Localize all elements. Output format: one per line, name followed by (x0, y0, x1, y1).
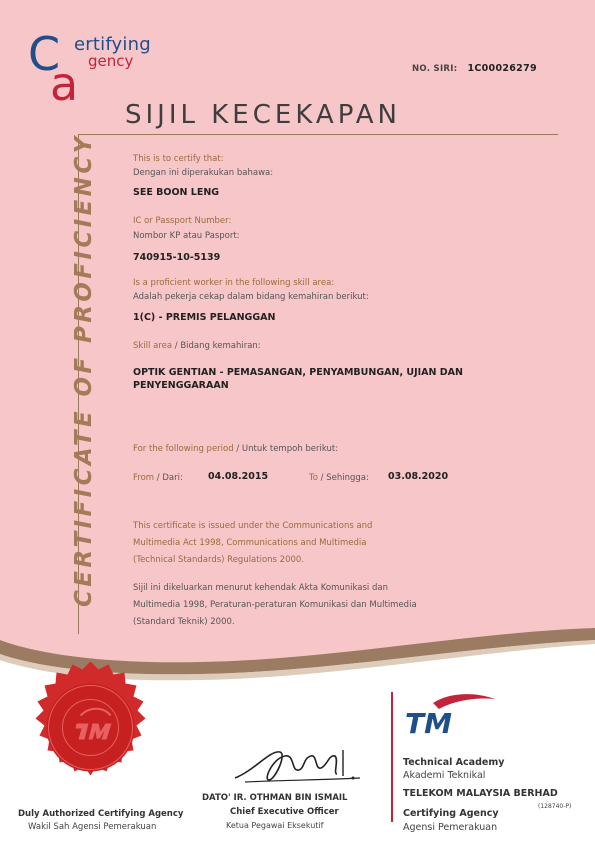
to-label-en: To (309, 473, 318, 483)
ic-label-en: IC or Passport Number: (133, 216, 232, 226)
ic-label-ms: Nombor KP atau Pasport: (133, 231, 240, 241)
logo-a-letter: a (50, 57, 79, 104)
footer-right-line1: Technical Academy (403, 757, 505, 768)
certify-label-ms: Dengan ini diperakukan bahawa: (133, 168, 274, 178)
footer-right-line4: Certifying Agency (403, 808, 499, 819)
statement-en-line3: (Technical Standards) Regulations 2000. (133, 555, 305, 565)
logo-c-letter: C (28, 28, 61, 81)
to-date: 03.08.2020 (388, 471, 449, 482)
signatory-title-ms: Ketua Pegawai Eksekutif (226, 821, 324, 830)
tm-logo-icon (403, 693, 498, 738)
statement-ms-line3: (Standard Teknik) 2000. (133, 617, 235, 627)
footer-right-line5: Agensi Pemerakuan (403, 822, 498, 833)
period-to (309, 473, 369, 483)
certificate-title: SIJIL KECEKAPAN (125, 100, 401, 130)
skill-value-line1: OPTIK GENTIAN - PEMASANGAN, PENYAMBUNGAN, UJIAN DAN (133, 367, 463, 378)
title-divider (78, 134, 558, 135)
holder-name: SEE BOON LENG (133, 187, 220, 198)
from-date: 04.08.2015 (208, 471, 269, 482)
skill-label (133, 341, 261, 351)
period-label-sep: / (233, 444, 242, 454)
statement-ms (133, 580, 417, 631)
period-from (133, 473, 183, 483)
statement-ms-line2: Multimedia 1998, Peraturan-peraturan Komunikasi dan Multimedia (133, 600, 417, 610)
company-reg-number: (128740-P) (538, 803, 572, 810)
footer-right-line2: Akademi Teknikal (403, 770, 486, 781)
skill-value-line2: PENYENGGARAAN (133, 380, 229, 391)
serial-value: 1C00026279 (467, 63, 537, 74)
period-label-en: For the following period (133, 444, 234, 454)
skill-label-sep: / (172, 341, 181, 351)
ic-number: 740915-10-5139 (133, 252, 221, 263)
tm-logo-text: TM (405, 707, 452, 738)
logo-text-certifying: ertifying (74, 34, 151, 55)
proficient-value: 1(C) - PREMIS PELANGGAN (133, 312, 276, 323)
signatory-title-en: Chief Executive Officer (230, 807, 339, 817)
to-label-ms: / Sehingga: (317, 473, 369, 483)
certifying-agency-logo (28, 28, 168, 104)
serial-number (412, 63, 537, 74)
period-label-ms: Untuk tempoh berikut: (241, 444, 339, 454)
red-seal-icon (18, 660, 163, 795)
statement-en (133, 518, 372, 569)
footer-divider (391, 692, 393, 822)
statement-en-line1: This certificate is issued under the Communications and (133, 521, 373, 531)
footer-left-line2: Wakil Sah Agensi Pemerakuan (28, 822, 157, 832)
footer-right-line3: TELEKOM MALAYSIA BERHAD (403, 788, 558, 799)
statement-ms-line1: Sijil ini dikeluarkan menurut kehendak Akta Komunikasi dan (133, 583, 388, 593)
proficient-label-en: Is a proficient worker in the following skill area: (133, 278, 335, 288)
period-label (133, 444, 338, 454)
from-label-ms: / Dari: (154, 473, 183, 483)
side-title: CERTIFICATE OF PROFICIENCY (71, 133, 97, 607)
logo-text-agency: gency (88, 52, 134, 70)
footer-left-line1: Duly Authorized Certifying Agency (18, 809, 184, 819)
certify-label-en: This is to certify that: (133, 154, 224, 164)
proficient-label-ms: Adalah pekerja cekap dalam bidang kemahiran berikut: (133, 292, 369, 302)
statement-en-line2: Multimedia Act 1998, Communications and Multimedia (133, 538, 367, 548)
signatory-name: DATO' IR. OTHMAN BIN ISMAIL (202, 793, 348, 803)
skill-label-ms: Bidang kemahiran: (180, 341, 261, 351)
signature-icon (225, 740, 365, 790)
skill-label-en: Skill area (133, 341, 173, 351)
serial-label: NO. SIRI: (412, 64, 458, 74)
from-label-en: From (133, 473, 155, 483)
